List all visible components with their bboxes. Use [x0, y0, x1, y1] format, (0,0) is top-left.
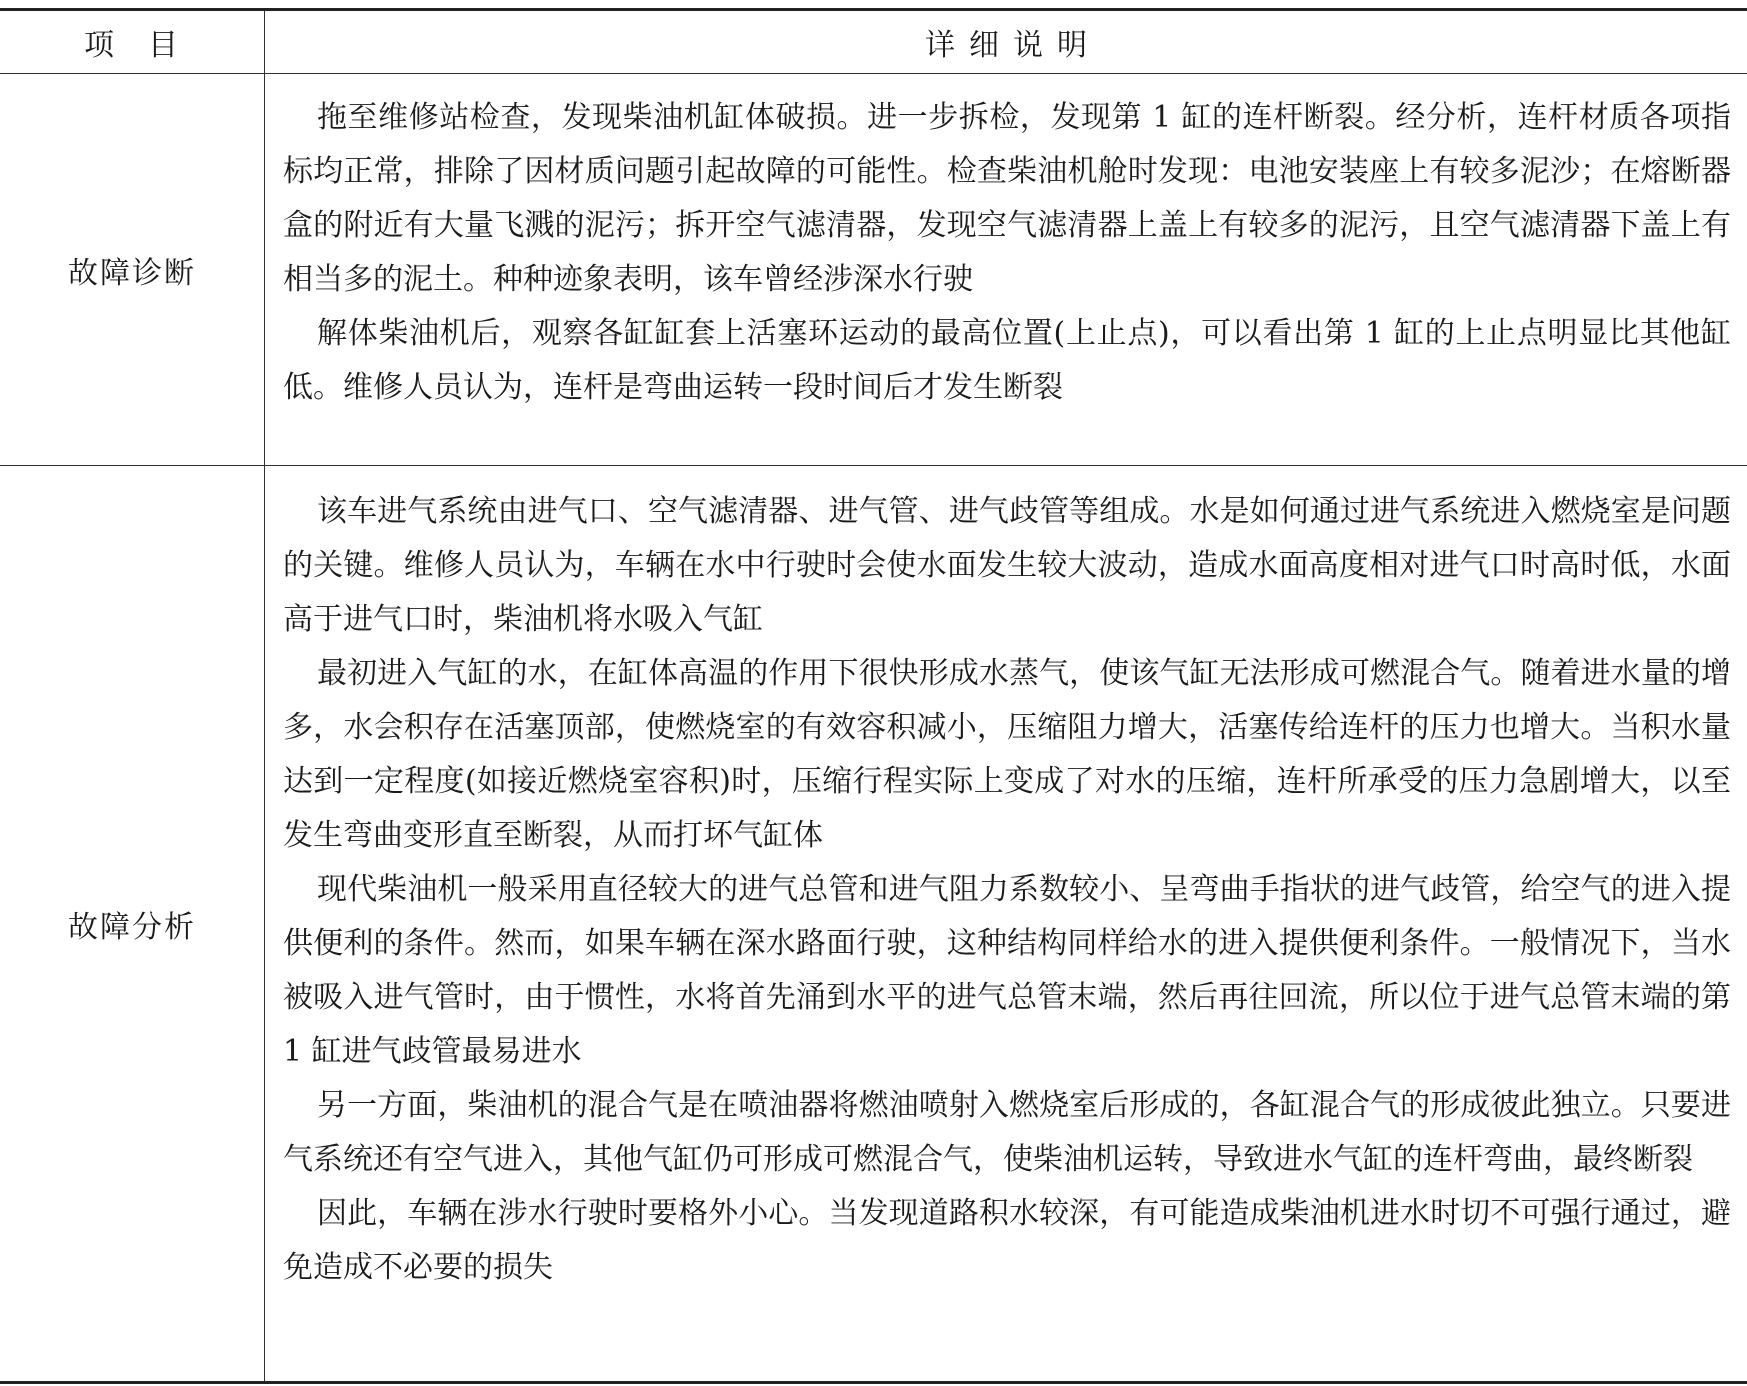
analysis-paragraph: 现代柴油机一般采用直径较大的进气总管和进气阻力系数较小、呈弯曲手指状的进气歧管，给空气的进入提供便利的条件。然而，如果车辆在深水路面行驶，这种结构同样给水的进入提供便利条件。一般情况下，当水被吸入进气管时，由于惯性，水将首先涌到水平的进气总管末端，然后再往回流，所以位于进气总管末端的第 1 缸进气歧管最易进水: [283, 872, 1731, 1069]
analysis-paragraph: 因此，车辆在涉水行驶时要格外小心。当发现道路积水较深，有可能造成柴油机进水时切不可强行通过，避免造成不必要的损失: [283, 1196, 1731, 1285]
diagnosis-paragraph: 解体柴油机后，观察各缸缸套上活塞环运动的最高位置(上止点)，可以看出第 1 缸的上止点明显比其他缸低。维修人员认为，连杆是弯曲运转一段时间后才发生断裂: [283, 316, 1731, 405]
row-label-diagnosis: 故障诊断: [68, 255, 196, 291]
header-item-label: 项 目: [84, 28, 180, 63]
row-label-cell: [0, 74, 264, 465]
bottom-rule: [0, 1381, 1747, 1384]
header-cell-detail: [265, 11, 1747, 73]
header-detail-label: 详细说明: [925, 28, 1101, 63]
header-cell-item: [0, 11, 264, 73]
row-label-cell: [0, 466, 264, 1381]
analysis-paragraph: 另一方面，柴油机的混合气是在喷油器将燃油喷射入燃烧室后形成的，各缸混合气的形成彼此独立。只要进气系统还有空气进入，其他气缸仍可形成可燃混合气，使柴油机运转，导致进水气缸的连杆弯曲，最终断裂: [283, 1088, 1731, 1177]
analysis-paragraph: 最初进入气缸的水，在缸体高温的作用下很快形成水蒸气，使该气缸无法形成可燃混合气。随着进水量的增多，水会积存在活塞顶部，使燃烧室的有效容积减小，压缩阻力增大，活塞传给连杆的压力也增大。当积水量达到一定程度(如接近燃烧室容积)时，压缩行程实际上变成了对水的压缩，连杆所承受的压力急剧增大，以至发生弯曲变形直至断裂，从而打坏气缸体: [283, 656, 1731, 853]
table-header-row: [0, 11, 1747, 74]
diagnosis-paragraph: 拖至维修站检查，发现柴油机缸体破损。进一步拆检，发现第 1 缸的连杆断裂。经分析，连杆材质各项指标均正常，排除了因材质问题引起故障的可能性。检查柴油机舱时发现：电池安装座上有较多泥沙；在熔断器盒的附近有大量飞溅的泥污；拆开空气滤清器，发现空气滤清器上盖上有较多的泥污，且空气滤清器下盖上有相当多的泥土。种种迹象表明，该车曾经涉深水行驶: [283, 100, 1731, 297]
row-detail-cell: [265, 74, 1747, 465]
analysis-paragraph: 该车进气系统由进气口、空气滤清器、进气管、进气歧管等组成。水是如何通过进气系统进入燃烧室是问题的关键。维修人员认为，车辆在水中行驶时会使水面发生较大波动，造成水面高度相对进气口时高时低，水面高于进气口时，柴油机将水吸入气缸: [283, 494, 1731, 637]
row-label-analysis: 故障分析: [68, 909, 196, 945]
table-row-analysis: [0, 466, 1747, 1381]
row-detail-cell: [265, 466, 1747, 1381]
info-table: [0, 11, 1747, 1381]
table-row-diagnosis: [0, 74, 1747, 466]
